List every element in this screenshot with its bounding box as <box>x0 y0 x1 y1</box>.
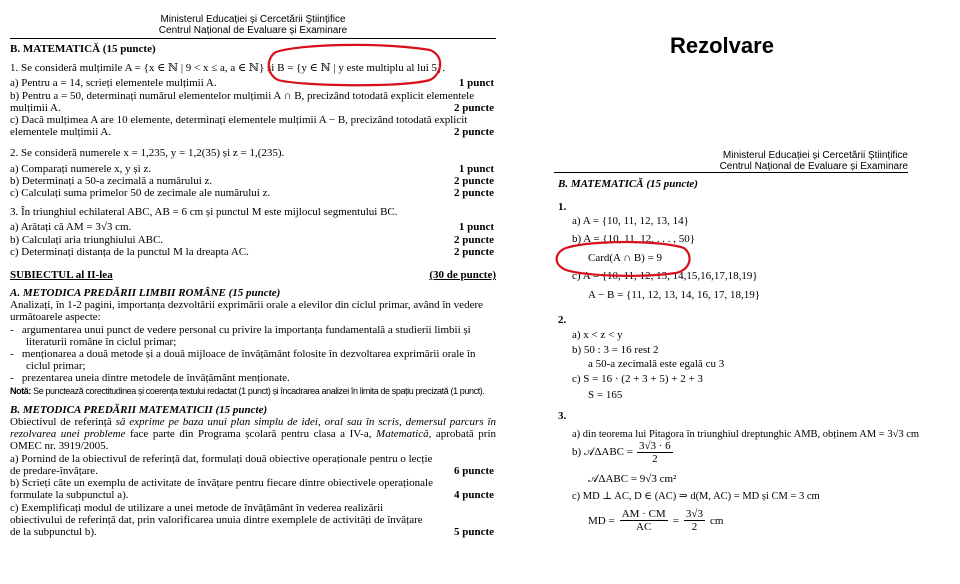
header-divider <box>554 172 908 173</box>
points-label: 2 puncte <box>453 174 494 187</box>
points-label: 2 puncte <box>453 187 494 200</box>
solution-1c: c) A = {10, 11, 12, 13, 14,15,16,17,18,19} <box>572 270 758 282</box>
section-a-intro: Analizați, în 1-2 pagini, importanța dezvoltării exprimării orale a elevilor din ciclul primar, având în vedere următoarele aspecte: <box>10 299 483 324</box>
section-a-note: Notă: Se punctează corectitudinea și coerența textului redactat (1 punct) și încadrarea analizei în limita de spațiu precizată (1 punct). <box>10 385 485 396</box>
problem-3c: c) Determinați distanța de la punctul M la dreapta AC. 2 puncte <box>10 245 494 258</box>
ministry-header <box>720 150 908 172</box>
exam-statement <box>10 14 496 580</box>
solution-2c-result: S = 165 <box>588 389 623 401</box>
points-label: 2 puncte <box>453 245 494 258</box>
solution-card: Card(A ∩ B) = 9 <box>588 252 663 264</box>
section-a-title: A. METODICA PREDĂRII LIMBII ROMÂNE (15 puncte) <box>10 287 281 300</box>
methodics-c: c) Exemplificați modul de utilizare a unei metode de învățământ în vederea realizării obiectivului de referință dat, prin valorificarea unuia dintre exemplele de activități de învățare de la subpunctul b). 5 puncte <box>10 501 494 538</box>
ministry-header <box>10 14 496 36</box>
problem-2-statement: 2. Se consideră numerele x = 1,235, y = 1,2(35) și z = 1,(235). <box>10 147 285 160</box>
section-a-item: - menționarea a două metode și a două mijloace de învățământ folosite în dezvoltarea exprimării orale în ciclul primar; <box>10 348 476 373</box>
solution-2b: b) 50 : 3 = 16 rest 2 <box>572 344 659 356</box>
solution-sheet <box>554 0 960 584</box>
section-b-paragraph: Obiectivul de referință să exprime pe baza unui plan simplu de idei, oral sau în scris, demersul parcurs în rezolvarea unei probleme face parte din Programa școlară pentru clasa a IV-a, Matematică, aprobată prin OMEC nr. 3919/2005. <box>10 416 497 453</box>
section-b-title: B. MATEMATICĂ (15 puncte) <box>558 178 698 190</box>
problem-2c: c) Calculați suma primelor 50 de zecimale ale numărului z. 2 puncte <box>10 187 494 200</box>
solution-3b-fraction: b) 𝒜ΔABC = $\frac{3√3 \cdot 6}{2}$ <box>572 440 671 465</box>
points-label: 2 puncte <box>453 101 494 114</box>
problem-3b: b) Calculați aria triunghiului ABC. 2 puncte <box>10 233 494 246</box>
points-label: 2 puncte <box>453 126 494 139</box>
subject-2-heading: SUBIECTUL al II-lea (30 de puncte) <box>10 269 496 282</box>
problem-3a: a) Arătați că AM = 3√3 cm. 1 punct <box>10 221 494 234</box>
header-divider <box>10 38 496 39</box>
solution-1c-diff: A − B = {11, 12, 13, 14, 16, 17, 18,19} <box>588 289 760 301</box>
solution-1a: a) A = {10, 11, 12, 13, 14} <box>572 215 689 227</box>
points-label: 1 punct <box>458 162 494 175</box>
problem-2a: a) Comparați numerele x, y și z. 1 punct <box>10 162 494 175</box>
solution-2-number: 2. <box>558 314 567 326</box>
solution-3b-result: 𝒜ΔABC = 9√3 cm² <box>588 473 677 485</box>
section-a-item: - argumentarea unui punct de vedere personal cu privire la importanța fundamentală a studierii limbii și literaturii române în ciclul primar; <box>10 323 471 348</box>
methodics-a: a) Pornind de la obiectivul de referință dat, formulați două obiective operaționale pentru o lecție de predare-învățare. 6 puncte <box>10 452 494 477</box>
problem-2b: b) Determinați a 50-a zecimală a numărului z. 2 puncte <box>10 174 494 187</box>
header-line: Centrul Național de Evaluare și Examinare <box>158 25 348 36</box>
solution-3c: c) MD ⊥ AC, D ∈ (AC) ⇒ d(M, AC) = MD și CM = 3 cm <box>572 491 820 502</box>
points-label: 6 puncte <box>453 464 494 477</box>
solution-1b: b) A = {10, 11, 12, . . . , 50} <box>572 233 695 245</box>
solution-2a: a) x < z < y <box>572 329 623 341</box>
solution-2b-result: a 50-a zecimală este egală cu 3 <box>588 358 725 370</box>
section-a-item: - prezentarea uneia dintre metodele de învățământ menționate. <box>10 372 290 385</box>
problem-1c: c) Dacă mulțimea A are 10 elemente, determinați elementele mulțimii A − B, precizând totodată explicit <box>10 114 468 127</box>
header-line: Centrul Național de Evaluare și Examinare <box>719 161 908 172</box>
problem-1-statement: 1. Se consideră mulțimile A = {x ∈ ℕ | 9 < x ≤ a, a ∈ ℕ} și B = {y ∈ ℕ | y este multiplu al lui 5}. <box>10 62 446 75</box>
solution-2c: c) S = 16 · (2 + 3 + 5) + 2 + 3 <box>572 373 703 385</box>
solution-3a: a) din teorema lui Pitagora în triunghiul dreptunghic AMB, obținem AM = 3√3 cm <box>572 429 920 440</box>
header-line: Ministerul Educației și Cercetării Științifice <box>160 14 346 25</box>
problem-1c-cont: elementele mulțimii A. 2 puncte <box>10 126 494 139</box>
problem-1b: b) Pentru a = 50, determinați numărul elementelor mulțimii A ∩ B, precizând totodată explicit elementele <box>10 89 475 102</box>
solution-1-number: 1. <box>558 201 567 213</box>
points-label: 1 punct <box>458 221 494 234</box>
section-b-title: B. MATEMATICĂ (15 puncte) <box>10 43 156 55</box>
solution-title: Rezolvare <box>670 33 774 58</box>
problem-1b-cont: mulțimii A. 2 puncte <box>10 101 494 114</box>
problem-3-statement: 3. În triunghiul echilateral ABC, AB = 6 cm și punctul M este mijlocul segmentului BC. <box>10 206 398 219</box>
section-b-methodics-title: B. METODICA PREDĂRII MATEMATICII (15 puncte) <box>10 403 268 416</box>
points-label: 2 puncte <box>453 233 494 246</box>
solution-3-number: 3. <box>558 410 567 422</box>
points-label: 5 puncte <box>453 525 494 538</box>
points-label: 4 puncte <box>453 489 494 502</box>
header-line: Ministerul Educației și Cercetării Științifice <box>722 150 908 161</box>
points-label: 1 punct <box>458 77 494 90</box>
methodics-b: b) Scrieți câte un exemplu de activitate de învățare pentru fiecare dintre obiectivele operaționale formulate la subpunctul a). 4 puncte <box>10 477 494 502</box>
solution-3c-formula: MD = $\frac{AM \cdot CM}{AC}$ = $\frac{3√3}{2}$ cm <box>588 508 724 533</box>
problem-1a: a) Pentru a = 14, scrieți elementele mulțimii A. 1 punct <box>10 77 494 90</box>
